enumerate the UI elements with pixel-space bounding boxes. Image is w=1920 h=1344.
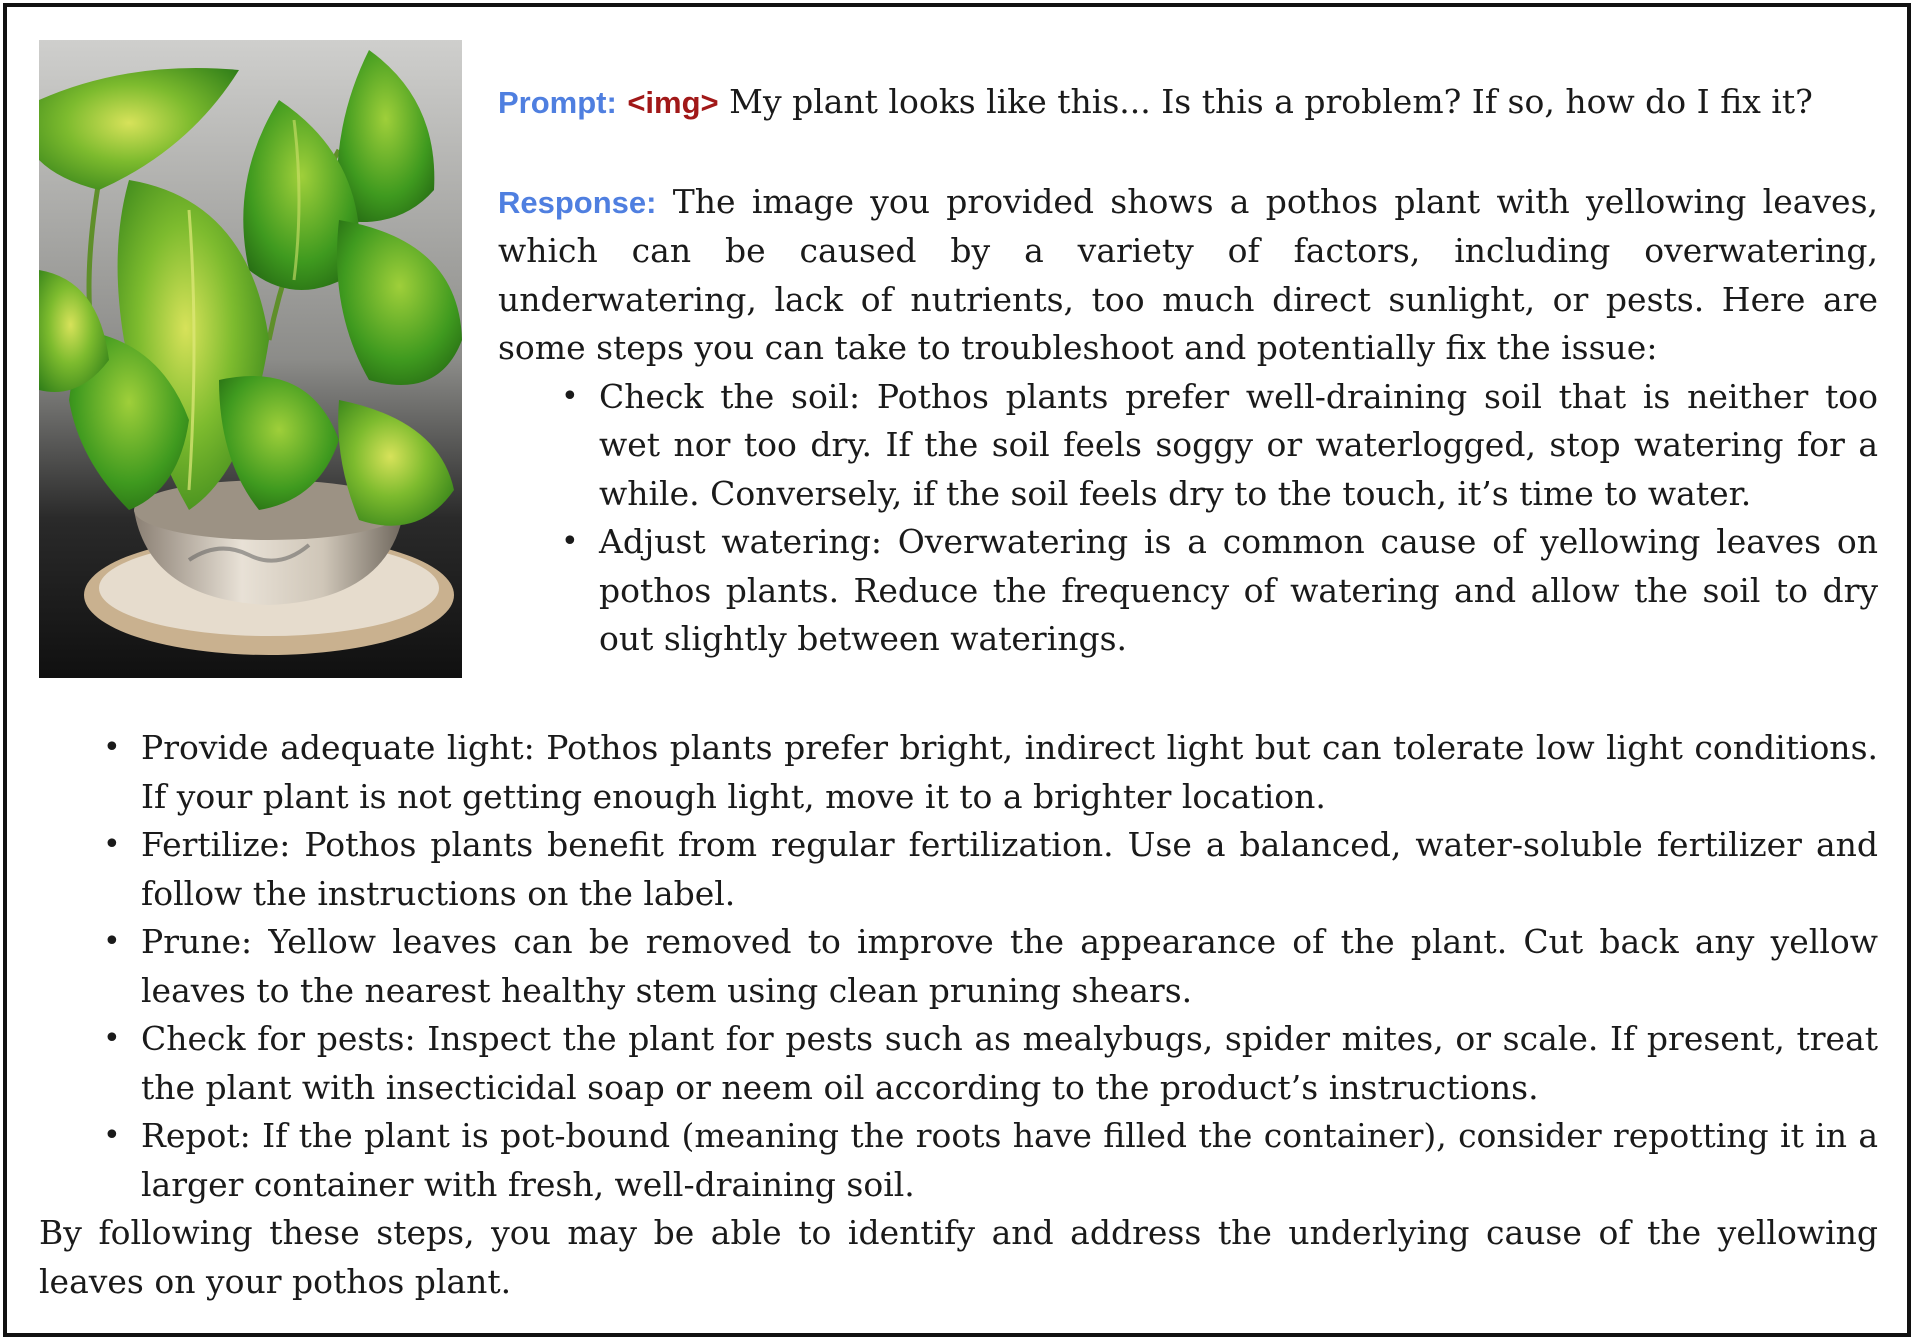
step-text: Adjust watering: Overwatering is a common cause of yellowing leaves on pothos plants. Reduce the frequency of watering and allow the soil to dry out slightly between waterings. — [599, 522, 1878, 658]
step-text: Prune: Yellow leaves can be removed to improve the appearance of the plant. Cut back any yellow leaves to the nearest healthy stem using clean pruning shears. — [141, 922, 1878, 1010]
pothos-plant-photo — [39, 40, 462, 678]
prompt-response-column — [498, 78, 1878, 664]
image-tag: <img> — [627, 85, 719, 120]
step-text: Provide adequate light: Pothos plants prefer bright, indirect light but can tolerate low light conditions. If your plant is not getting enough light, move it to a brighter location. — [141, 728, 1878, 816]
bullet-icon: • — [561, 378, 579, 414]
list-item — [561, 518, 1878, 664]
prompt-line — [498, 78, 1878, 128]
bullet-icon: • — [103, 1118, 121, 1153]
bullet-icon: • — [103, 1021, 121, 1056]
steps-list-top — [498, 373, 1878, 664]
response-label: Response: — [498, 184, 657, 220]
closing-paragraph: By following these steps, you may be able to identify and address the underlying cause of the yellowing leaves on your pothos plant. — [39, 1213, 1878, 1301]
list-item — [103, 918, 1878, 1015]
prompt-text: My plant looks like this... Is this a problem? If so, how do I fix it? — [729, 82, 1813, 121]
prompt-label: Prompt: — [498, 85, 617, 120]
response-continued — [39, 724, 1878, 1306]
bullet-icon: • — [103, 730, 121, 765]
step-text: Fertilize: Pothos plants benefit from regular fertilization. Use a balanced, water-soluble fertilizer and follow the instructions on the label. — [141, 825, 1878, 913]
bullet-icon: • — [103, 827, 121, 862]
list-item — [103, 724, 1878, 821]
step-text: Check the soil: Pothos plants prefer well-draining soil that is neither too wet nor too dry. If the soil feels soggy or waterlogged, stop watering for a while. Conversely, if the soil feels dry to the touch, it’s time to water. — [599, 376, 1878, 513]
response-intro-text: The image you provided shows a pothos plant with yellowing leaves, which can be caused by a variety of factors, including overwatering, underwatering, lack of nutrients, too much direct sunlight, or pests. Here are some steps you can take to troubleshoot and potentially fix the issue: — [498, 181, 1878, 367]
step-text: Check for pests: Inspect the plant for pests such as mealybugs, spider mites, or scale. If present, treat the plant with insecticidal soap or neem oil according to the product’s instructions. — [141, 1019, 1878, 1107]
list-item — [103, 1015, 1878, 1112]
bullet-icon: • — [103, 924, 121, 959]
step-text: Repot: If the plant is pot-bound (meaning the roots have filled the container), consider repotting it in a larger container with fresh, well-draining soil. — [141, 1116, 1878, 1204]
response-intro — [498, 178, 1878, 373]
bullet-icon: • — [561, 524, 579, 559]
steps-list-bottom — [39, 724, 1878, 1209]
list-item — [103, 821, 1878, 918]
list-item — [103, 1112, 1878, 1209]
list-item — [561, 373, 1878, 519]
